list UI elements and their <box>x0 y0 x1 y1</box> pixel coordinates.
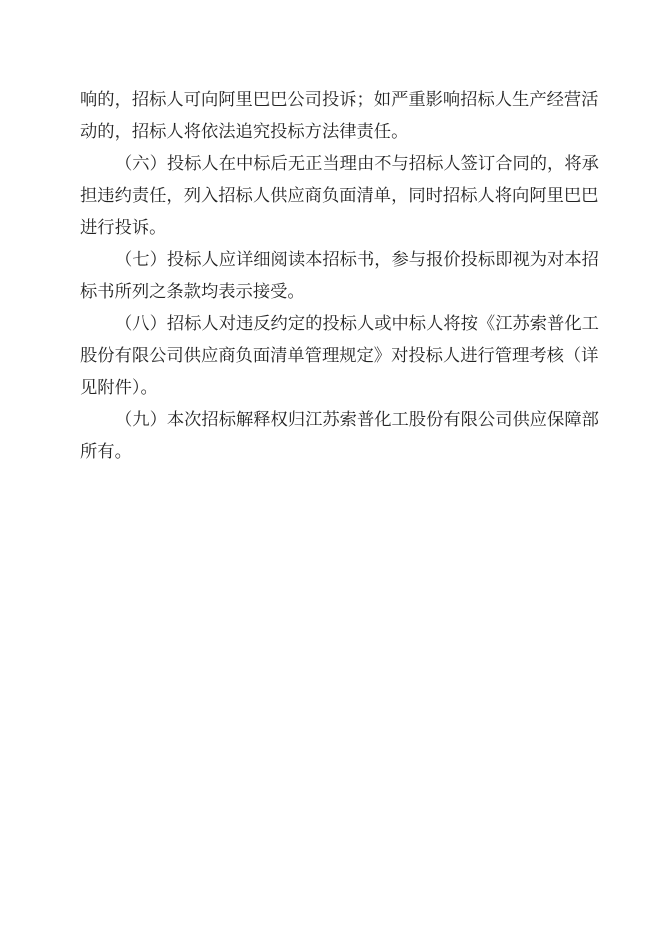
text-line: （九）本次招标解释权归江苏索普化工股份有限公司供应保障部 <box>115 410 599 430</box>
text-line: 响的，招标人可向阿里巴巴公司投诉；如严重影响招标人生产经营活 <box>80 90 599 110</box>
paragraph-item-7 <box>80 244 599 308</box>
text-line: 见附件）。 <box>80 378 158 398</box>
text-line: 进行投诉。 <box>80 218 167 238</box>
paragraph-item-8 <box>80 308 599 404</box>
text-line: （八）招标人对违反约定的投标人或中标人将按《江苏索普化工 <box>115 314 599 334</box>
text-line: 担违约责任，列入招标人供应商负面清单，同时招标人将向阿里巴巴 <box>80 186 599 206</box>
paragraph-item-6 <box>80 148 599 244</box>
paragraph-item-9 <box>80 404 599 468</box>
text-line: （七）投标人应详细阅读本招标书，参与报价投标即视为对本招 <box>115 250 599 270</box>
document-body <box>80 84 599 468</box>
text-line: 标书所列之条款均表示接受。 <box>80 282 305 302</box>
text-line: （六）投标人在中标后无正当理由不与招标人签订合同的，将承 <box>115 154 599 174</box>
text-line: 股份有限公司供应商负面清单管理规定》对投标人进行管理考核（详 <box>80 346 599 366</box>
text-line: 动的，招标人将依法追究投标方法律责任。 <box>80 122 409 142</box>
paragraph-continuation <box>80 84 599 148</box>
text-line: 所有。 <box>80 442 132 462</box>
